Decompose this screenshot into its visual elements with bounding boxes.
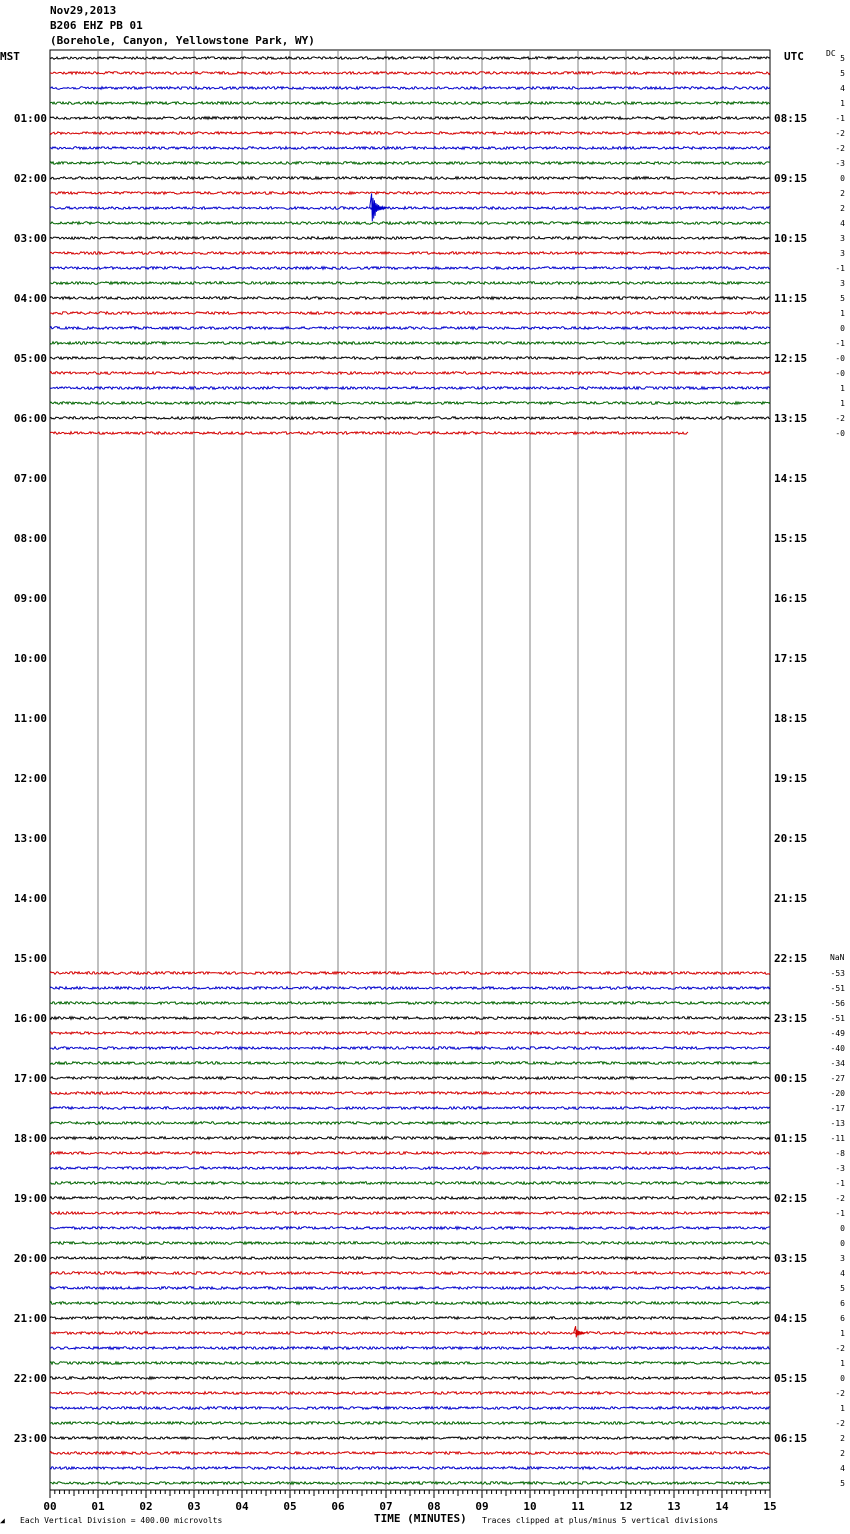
trace-line: [50, 1242, 770, 1245]
hour-label-utc: 04:15: [774, 1312, 808, 1325]
hour-label-utc: 09:15: [774, 172, 808, 185]
trace-line: [50, 207, 770, 210]
dc-offset-label: 0: [840, 1374, 845, 1383]
trace-line: [50, 102, 770, 105]
dc-offset-label: 5: [840, 294, 845, 303]
dc-offset-label: 1: [840, 309, 845, 318]
x-tick-label: 11: [571, 1500, 585, 1513]
dc-offset-label: 0: [840, 324, 845, 333]
dc-offset-label: -2: [835, 1389, 845, 1398]
traces: [50, 57, 770, 1485]
trace-line: [50, 1407, 770, 1410]
trace-line: [50, 987, 770, 990]
dc-offset-label: -20: [830, 1089, 845, 1098]
trace-line: [50, 327, 770, 330]
trace-line: [50, 1032, 770, 1035]
hour-label-mst: 08:00: [13, 532, 47, 545]
event-waveform: [370, 193, 387, 221]
trace-line: [50, 1422, 770, 1425]
hour-label-mst: 07:00: [13, 472, 47, 485]
hour-label-mst: 20:00: [13, 1252, 47, 1265]
hour-label-mst: 18:00: [13, 1132, 47, 1145]
dc-offset-label: -1: [835, 1179, 845, 1188]
hour-label-utc: 00:15: [774, 1072, 808, 1085]
hour-label-mst: 04:00: [13, 292, 47, 305]
hour-label-mst: 01:00: [13, 112, 47, 125]
x-tick-label: 10: [523, 1500, 537, 1513]
x-tick-label: 09: [475, 1500, 489, 1513]
trace-line: [50, 72, 770, 75]
x-tick-label: 04: [235, 1500, 249, 1513]
dc-offset-label: 2: [840, 1449, 845, 1458]
trace-line: [50, 372, 770, 375]
trace-line: [50, 1212, 770, 1215]
hour-label-mst: 05:00: [13, 352, 47, 365]
dc-offset-label: 3: [840, 279, 845, 288]
dc-offset-label: 1: [840, 384, 845, 393]
hour-label-utc: 12:15: [774, 352, 808, 365]
dc-offset-label: -51: [830, 1014, 845, 1023]
utc-label: UTC: [784, 50, 804, 63]
trace-line: [50, 1122, 770, 1125]
dc-offset-label: -49: [830, 1029, 845, 1038]
dc-offset-label: -56: [830, 999, 845, 1008]
hour-label-mst: 15:00: [13, 952, 47, 965]
x-tick-label: 15: [763, 1500, 777, 1513]
hour-label-mst: 13:00: [13, 832, 47, 845]
trace-line: [50, 1167, 770, 1170]
x-tick-label: 14: [715, 1500, 729, 1513]
hour-label-utc: 21:15: [774, 892, 808, 905]
hour-label-utc: 17:15: [774, 652, 808, 665]
dc-offset-label: 1: [840, 99, 845, 108]
hour-label-mst: 12:00: [13, 772, 47, 785]
trace-line: [50, 1377, 770, 1380]
hour-label-utc: 15:15: [774, 532, 808, 545]
trace-line: [50, 1362, 770, 1365]
dc-offset-label: -1: [835, 114, 845, 123]
dc-offset-label: -51: [830, 984, 845, 993]
dc-offset-label: -2: [835, 414, 845, 423]
dc-offset-label: 5: [840, 1284, 845, 1293]
dc-offset-label: -0: [835, 369, 845, 378]
trace-line: [50, 1062, 770, 1065]
trace-line: [50, 1287, 770, 1290]
date-title: Nov29,2013: [50, 4, 117, 17]
trace-line: [50, 252, 770, 255]
mst-label: MST: [0, 50, 20, 63]
dc-offset-label: -13: [830, 1119, 845, 1128]
dc-offset-label: -11: [830, 1134, 845, 1143]
dc-offset-label: -1: [835, 1209, 845, 1218]
trace-line: [50, 1182, 770, 1185]
trace-line: [50, 417, 770, 420]
dc-offset-label: -8: [835, 1149, 845, 1158]
hour-label-utc: 14:15: [774, 472, 808, 485]
hour-label-mst: 03:00: [13, 232, 47, 245]
dc-offset-label: 2: [840, 189, 845, 198]
hour-label-mst: 23:00: [13, 1432, 47, 1445]
trace-line: [50, 402, 770, 405]
dc-offset-label: 3: [840, 249, 845, 258]
trace-line: [50, 1467, 770, 1470]
trace-line: [50, 267, 770, 270]
trace-line: [50, 297, 770, 300]
dc-offset-label: -2: [835, 1344, 845, 1353]
dc-offset-label: 4: [840, 1269, 845, 1278]
trace-line: [50, 1152, 770, 1155]
trace-line: [50, 192, 770, 195]
footer-mark: ◢: [0, 1516, 5, 1525]
trace-line: [50, 1137, 770, 1140]
dc-offset-label: 2: [840, 1434, 845, 1443]
dc-offset-label: 0: [840, 174, 845, 183]
station-title: B206 EHZ PB 01: [50, 19, 143, 32]
trace-line: [50, 1272, 770, 1275]
dc-offset-label: 2: [840, 204, 845, 213]
hour-label-utc: 08:15: [774, 112, 808, 125]
dc-offset-label: -3: [835, 1164, 845, 1173]
dc-offset-label: -2: [835, 144, 845, 153]
trace-line: [50, 312, 770, 315]
dc-offset-label: 5: [840, 1479, 845, 1488]
hour-label-utc: 23:15: [774, 1012, 808, 1025]
dc-offset-label: 6: [840, 1299, 845, 1308]
vertical-division-note: Each Vertical Division = 400.00 microvolts: [20, 1516, 223, 1525]
hour-label-mst: 21:00: [13, 1312, 47, 1325]
trace-line: [50, 222, 770, 225]
hour-label-utc: 06:15: [774, 1432, 808, 1445]
trace-line: [50, 1002, 770, 1005]
dc-offset-label: -3: [835, 159, 845, 168]
dc-offset-label: 5: [840, 69, 845, 78]
dc-offset-label: -2: [835, 129, 845, 138]
trace-line: [50, 1197, 770, 1200]
hour-label-mst: 06:00: [13, 412, 47, 425]
hour-label-utc: 18:15: [774, 712, 808, 725]
dc-offset-labels: [831, 54, 846, 1488]
trace-line: [50, 177, 770, 180]
hour-label-mst: 22:00: [13, 1372, 47, 1385]
trace-line: [50, 1452, 770, 1455]
dc-offset-label: 1: [840, 399, 845, 408]
minute-gridlines: [98, 50, 722, 1490]
trace-line: [50, 147, 770, 150]
trace-line: [50, 117, 770, 120]
x-axis: [43, 1490, 776, 1513]
x-axis-title: TIME (MINUTES): [374, 1512, 467, 1525]
dc-offset-label: -1: [835, 339, 845, 348]
trace-line: [50, 342, 770, 345]
hour-label-mst: 17:00: [13, 1072, 47, 1085]
dc-header: DC: [826, 49, 836, 58]
dc-offset-label: -0: [835, 429, 845, 438]
trace-line: [50, 132, 770, 135]
trace-line: [50, 1227, 770, 1230]
trace-line: [50, 1077, 770, 1080]
trace-line: [50, 282, 770, 285]
x-tick-label: 01: [91, 1500, 105, 1513]
trace-line: [50, 1347, 770, 1350]
hour-label-utc: 11:15: [774, 292, 808, 305]
trace-line: [50, 1017, 770, 1020]
trace-line: [50, 1317, 770, 1320]
location-title: (Borehole, Canyon, Yellowstone Park, WY): [50, 34, 315, 47]
dc-offset-label: -2: [835, 1419, 845, 1428]
trace-line: [50, 1092, 770, 1095]
dc-offset-label: 5: [840, 54, 845, 63]
x-tick-label: 13: [667, 1500, 681, 1513]
dc-offset-label: -34: [830, 1059, 845, 1068]
trace-line: [50, 57, 770, 60]
dc-offset-label: 0: [840, 1239, 845, 1248]
x-tick-label: 00: [43, 1500, 57, 1513]
trace-line: [50, 162, 770, 165]
hour-label-utc: 19:15: [774, 772, 808, 785]
trace-line: [50, 972, 770, 975]
x-tick-label: 06: [331, 1500, 345, 1513]
hour-label-utc: 02:15: [774, 1192, 808, 1205]
dc-offset-label: -1: [835, 264, 845, 273]
hour-label-mst: 16:00: [13, 1012, 47, 1025]
trace-line: [50, 1107, 770, 1110]
hour-label-mst: 09:00: [13, 592, 47, 605]
hour-label-mst: 02:00: [13, 172, 47, 185]
x-tick-label: 02: [139, 1500, 153, 1513]
dc-offset-label: 0: [840, 1224, 845, 1233]
trace-line: [50, 357, 770, 360]
x-tick-label: 12: [619, 1500, 633, 1513]
dc-offset-label: 4: [840, 1464, 845, 1473]
hour-label-mst: 11:00: [13, 712, 47, 725]
x-tick-label: 03: [187, 1500, 201, 1513]
dc-offset-label: 1: [840, 1329, 845, 1338]
dc-header-nan: NaN: [830, 953, 845, 962]
trace-line: [50, 237, 770, 240]
trace-line: [50, 1392, 770, 1395]
trace-line: [50, 1437, 770, 1440]
dc-offset-label: 4: [840, 219, 845, 228]
dc-offset-label: -0: [835, 354, 845, 363]
hour-label-mst: 10:00: [13, 652, 47, 665]
hour-label-utc: 13:15: [774, 412, 808, 425]
trace-line: [50, 87, 770, 90]
hour-label-utc: 03:15: [774, 1252, 808, 1265]
hour-label-utc: 10:15: [774, 232, 808, 245]
dc-offset-label: 3: [840, 234, 845, 243]
dc-offset-label: 1: [840, 1359, 845, 1368]
dc-offset-label: 3: [840, 1254, 845, 1263]
trace-line: [50, 1257, 770, 1260]
x-tick-label: 07: [379, 1500, 393, 1513]
dc-offset-label: 1: [840, 1404, 845, 1413]
dc-offset-label: -53: [830, 969, 845, 978]
hour-label-utc: 22:15: [774, 952, 808, 965]
trace-line: [50, 387, 770, 390]
dc-offset-label: 4: [840, 84, 845, 93]
dc-offset-label: 6: [840, 1314, 845, 1323]
trace-line: [50, 1482, 770, 1485]
dc-offset-label: -2: [835, 1194, 845, 1203]
clip-note: Traces clipped at plus/minus 5 vertical divisions: [482, 1516, 719, 1525]
dc-offset-label: -40: [830, 1044, 845, 1053]
dc-offset-label: -27: [830, 1074, 845, 1083]
x-tick-label: 08: [427, 1500, 441, 1513]
trace-line: [50, 1302, 770, 1305]
x-tick-label: 05: [283, 1500, 297, 1513]
dc-offset-label: -17: [830, 1104, 845, 1113]
hour-label-utc: 05:15: [774, 1372, 808, 1385]
hour-label-utc: 01:15: [774, 1132, 808, 1145]
trace-line: [50, 1332, 770, 1335]
hour-label-mst: 14:00: [13, 892, 47, 905]
hour-label-utc: 20:15: [774, 832, 808, 845]
trace-line: [50, 1047, 770, 1050]
hour-label-utc: 16:15: [774, 592, 808, 605]
hour-label-mst: 19:00: [13, 1192, 47, 1205]
